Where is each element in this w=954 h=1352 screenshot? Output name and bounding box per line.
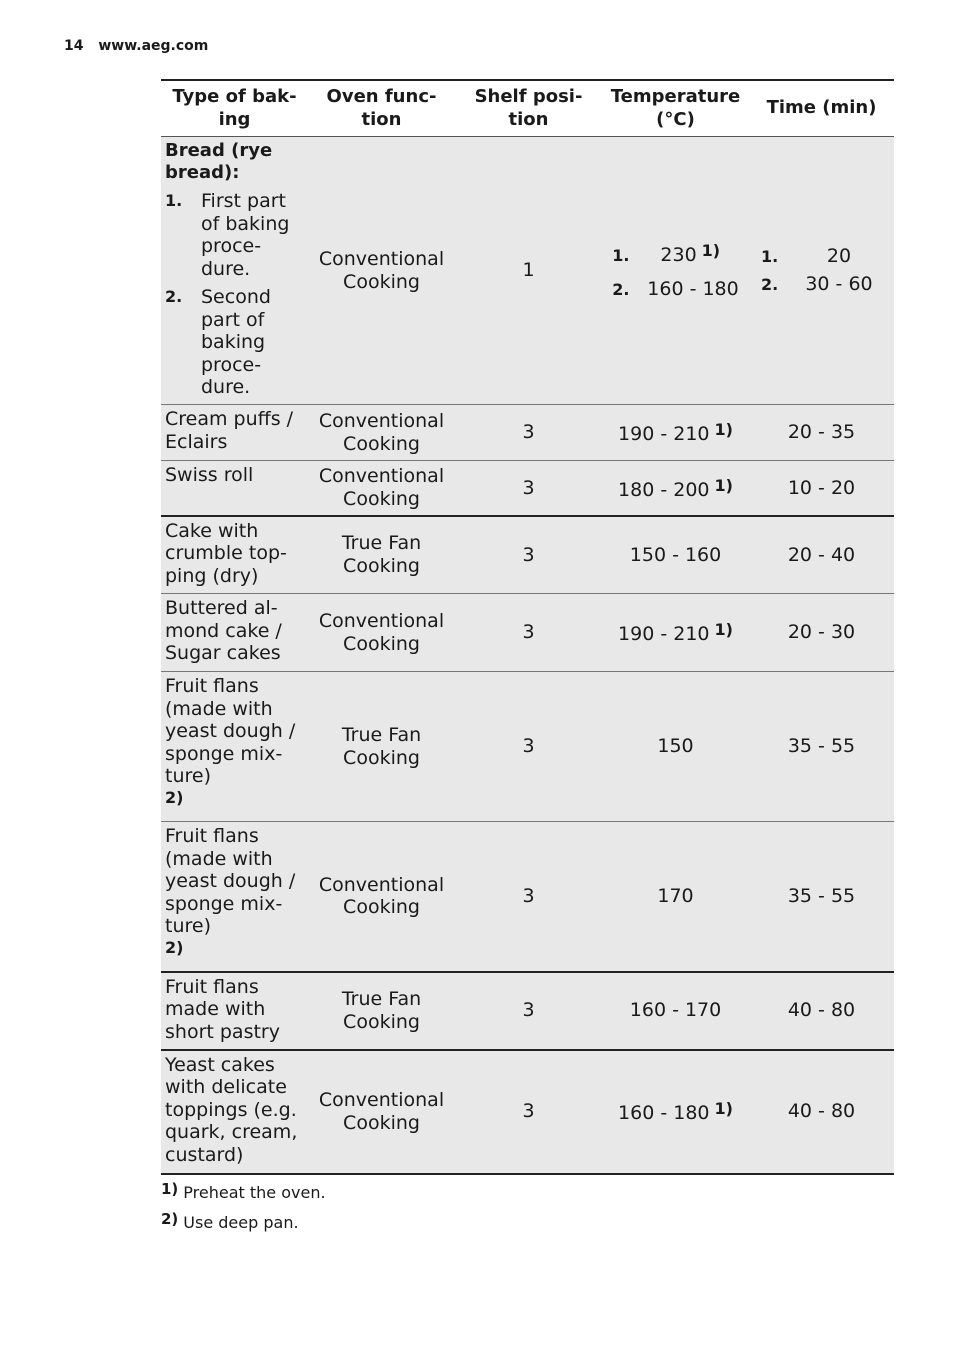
table-row <box>161 822 894 972</box>
header-function: Oven func- tion <box>308 80 455 137</box>
table-row <box>161 516 894 594</box>
footnote-ref: 1) <box>714 475 733 495</box>
bread-temperature <box>602 137 749 405</box>
footnote <box>161 1176 326 1206</box>
footnote-marker: 2) <box>161 1210 179 1228</box>
header-shelf: Shelf posi- tion <box>455 80 602 137</box>
baking-type: Yeast cakes with delicate toppings (e.g. quark, cream, custard) <box>165 1053 298 1166</box>
type-cell <box>161 461 308 516</box>
time-value: 30 - 60 <box>805 273 873 295</box>
temperature-cell <box>602 405 749 461</box>
bread-steps <box>165 190 304 399</box>
shelf-position: 3 <box>455 405 602 461</box>
type-cell <box>161 516 308 594</box>
temperature-value: 150 <box>657 735 694 758</box>
temp-value: 230 <box>660 244 697 266</box>
footnote-ref: 1) <box>701 241 721 260</box>
baking-table <box>161 79 894 1175</box>
shelf-position: 3 <box>455 594 602 672</box>
baking-type: Fruit flans (made with yeast dough / sponge mix- ture) <box>165 675 296 787</box>
shelf-position: 3 <box>455 672 602 822</box>
step-text: First part of baking proce- dure. <box>201 190 290 280</box>
footnote-ref: 2) <box>165 787 184 807</box>
temperature-value: 190 - 210 <box>618 423 710 446</box>
table-row <box>161 672 894 822</box>
time-step <box>761 272 882 297</box>
type-cell <box>161 672 308 822</box>
temperature-value: 160 - 180 <box>618 1102 710 1125</box>
oven-function: Conventional Cooking <box>308 822 455 972</box>
baking-type: Swiss roll <box>165 464 254 486</box>
oven-function: Conventional Cooking <box>308 461 455 516</box>
time-value: 20 - 35 <box>749 405 894 461</box>
temp-step <box>612 277 738 302</box>
shelf-position: 3 <box>455 516 602 594</box>
time-value: 20 <box>826 245 852 267</box>
bread-step <box>165 190 304 280</box>
bread-shelf: 1 <box>455 137 602 405</box>
step-marker: 2. <box>612 280 630 299</box>
table-row <box>161 405 894 461</box>
oven-function: True Fan Cooking <box>308 672 455 822</box>
footnote <box>161 1206 326 1236</box>
shelf-position: 3 <box>455 822 602 972</box>
temperature-value: 180 - 200 <box>618 478 710 501</box>
table-row <box>161 1050 894 1174</box>
header-type: Type of bak- ing <box>161 80 308 137</box>
footnote-ref: 1) <box>714 620 733 640</box>
bread-step <box>165 286 304 399</box>
step-text: Second part of baking proce- dure. <box>201 286 271 398</box>
time-value: 35 - 55 <box>749 822 894 972</box>
temperature-cell <box>602 516 749 594</box>
temperature-value: 170 <box>657 885 694 907</box>
step-marker: 2. <box>165 287 183 306</box>
baking-type: Fruit flans made with short pastry <box>165 975 280 1043</box>
baking-type: Cake with crumble top- ping (dry) <box>165 519 287 587</box>
oven-function: Conventional Cooking <box>308 1050 455 1174</box>
baking-type: Fruit flans (made with yeast dough / sponge mix- ture) <box>165 825 296 937</box>
type-cell <box>161 594 308 672</box>
time-value: 20 - 40 <box>749 516 894 594</box>
time-value: 40 - 80 <box>749 972 894 1050</box>
temperature-cell <box>602 972 749 1050</box>
baking-type: Buttered al- mond cake / Sugar cakes <box>165 597 282 664</box>
temperature-cell <box>602 461 749 516</box>
header-time: Time (min) <box>749 80 894 137</box>
site-url: www.aeg.com <box>98 38 209 54</box>
time-value: 10 - 20 <box>749 461 894 516</box>
footnotes <box>161 1176 326 1236</box>
type-cell <box>161 822 308 972</box>
oven-function: Conventional Cooking <box>308 405 455 461</box>
temperature-cell <box>602 672 749 822</box>
shelf-position: 3 <box>455 1050 602 1174</box>
time-value: 40 - 80 <box>749 1050 894 1174</box>
footnote-ref: 2) <box>165 937 184 957</box>
temperature-cell <box>602 822 749 972</box>
temperature-value: 160 - 170 <box>629 999 722 1022</box>
step-marker: 1. <box>612 246 630 265</box>
page-header <box>64 38 208 54</box>
oven-function: True Fan Cooking <box>308 972 455 1050</box>
type-cell <box>161 405 308 461</box>
type-cell <box>161 1050 308 1174</box>
table-row <box>161 461 894 516</box>
temperature-value: 190 - 210 <box>618 623 710 646</box>
footnote-text: Preheat the oven. <box>183 1183 326 1202</box>
temperature-cell <box>602 594 749 672</box>
time-step <box>761 244 882 269</box>
shelf-position: 3 <box>455 461 602 516</box>
page-number: 14 <box>64 38 84 54</box>
bread-type-cell <box>161 137 308 405</box>
type-cell <box>161 972 308 1050</box>
oven-function: True Fan Cooking <box>308 516 455 594</box>
table-row-bread <box>161 137 894 405</box>
bread-time <box>749 137 894 405</box>
baking-type: Cream puffs / Eclairs <box>165 408 294 453</box>
step-marker: 1. <box>165 191 183 210</box>
table-row <box>161 594 894 672</box>
temp-step <box>612 239 738 268</box>
footnote-ref: 1) <box>714 420 733 440</box>
table-header-row <box>161 80 894 137</box>
time-value: 35 - 55 <box>749 672 894 822</box>
footnote-text: Use deep pan. <box>183 1213 299 1232</box>
temperature-value: 150 - 160 <box>629 543 722 566</box>
footnote-ref: 1) <box>714 1099 733 1119</box>
bread-title: Bread (rye bread): <box>165 140 273 183</box>
temp-value: 160 - 180 <box>647 278 739 300</box>
header-temperature: Temperature (°C) <box>602 80 749 137</box>
shelf-position: 3 <box>455 972 602 1050</box>
oven-function: Conventional Cooking <box>308 594 455 672</box>
table-row <box>161 972 894 1050</box>
bread-function: Conventional Cooking <box>308 137 455 405</box>
time-value: 20 - 30 <box>749 594 894 672</box>
temperature-cell <box>602 1050 749 1174</box>
step-marker: 2. <box>761 275 779 294</box>
step-marker: 1. <box>761 247 779 266</box>
footnote-marker: 1) <box>161 1180 179 1198</box>
